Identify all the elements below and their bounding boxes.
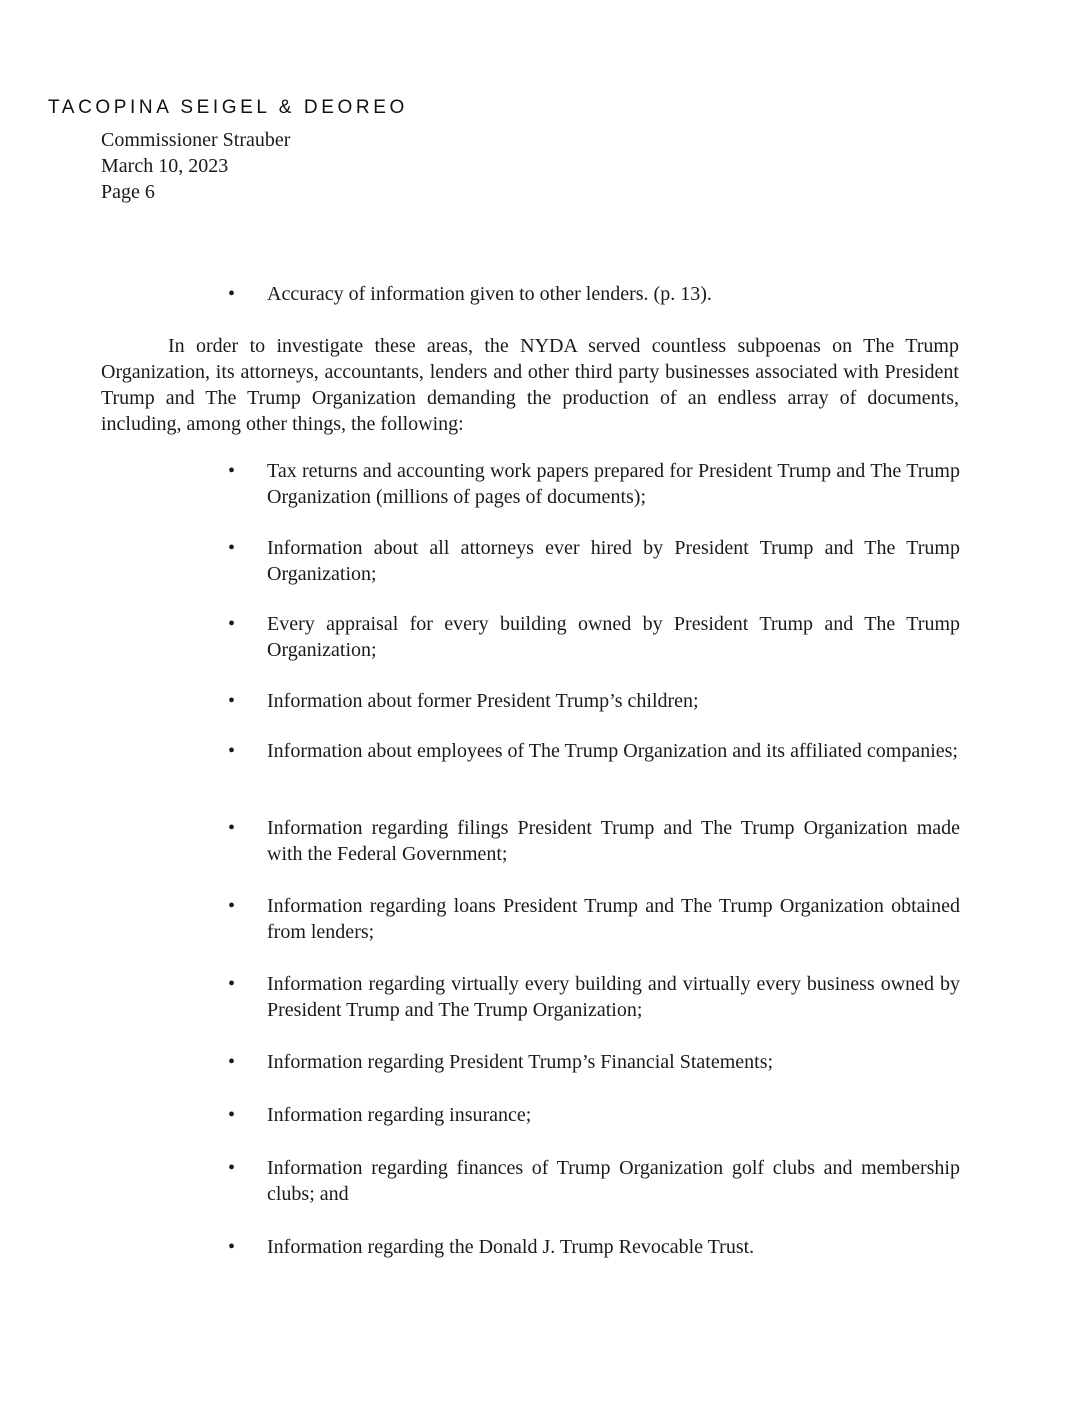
date-line: March 10, 2023 [101,155,229,177]
list-item [228,1049,960,1075]
bullet-marker: • [228,690,236,712]
list-item [228,738,960,764]
list-item-text: Information regarding President Trump’s Financial Statements; [267,1051,774,1073]
list-item [228,1155,960,1207]
list-item [228,458,960,510]
page-number-line: Page 6 [101,181,155,203]
list-item-text: Accuracy of information given to other lenders. (p. 13). [267,283,712,305]
list-item [228,611,960,663]
bullet-marker: • [228,1236,236,1258]
bullet-marker: • [228,537,236,559]
list-item-text: Information about former President Trump’s children; [267,690,699,712]
list-item-text: Information regarding finances of Trump Organization golf clubs and membership clubs; and [267,1157,960,1205]
list-item-text: Information about employees of The Trump Organization and its affiliated companies; [267,740,958,762]
list-item-text: Tax returns and accounting work papers prepared for President Trump and The Trump Organization (millions of pages of documents); [267,460,960,508]
recipient-line: Commissioner Strauber [101,129,291,151]
bullet-marker: • [228,1157,236,1179]
bullet-marker: • [228,460,236,482]
bullet-marker: • [228,283,236,305]
list-item-text: Information regarding filings President Trump and The Trump Organization made with the Federal Government; [267,817,960,865]
list-item [228,535,960,587]
bullet-marker: • [228,895,236,917]
list-item [228,893,960,945]
list-item-text: Information about all attorneys ever hired by President Trump and The Trump Organization; [267,537,960,585]
bullet-marker: • [228,1104,236,1126]
bullet-marker: • [228,613,236,635]
list-item-text: Every appraisal for every building owned by President Trump and The Trump Organization; [267,613,960,661]
list-item [228,1234,960,1260]
list-item-text: Information regarding insurance; [267,1104,532,1126]
bullet-marker: • [228,1051,236,1073]
list-item [228,688,960,714]
body-paragraph: In order to investigate these areas, the NYDA served countless subpoenas on The Trump Organization, its attorneys, accountants, lenders and other third party businesses associated with President Trump and The Trump Organization demanding the production of an endless array of documents, including, among other things, the following: [101,335,959,435]
list-item-text: Information regarding virtually every building and virtually every business owned by President Trump and The Trump Organization; [267,973,960,1021]
list-item [228,815,960,867]
list-item [228,281,960,307]
list-item [228,1102,960,1128]
letterhead-firm-name: TACOPINA SEIGEL & DEOREO [48,97,408,118]
list-item-text: Information regarding the Donald J. Trump Revocable Trust. [267,1236,755,1258]
bullet-marker: • [228,740,236,762]
bullet-marker: • [228,817,236,839]
letter-header [101,127,290,205]
bullet-marker: • [228,973,236,995]
list-item [228,971,960,1023]
list-item-text: Information regarding loans President Trump and The Trump Organization obtained from lenders; [267,895,960,943]
